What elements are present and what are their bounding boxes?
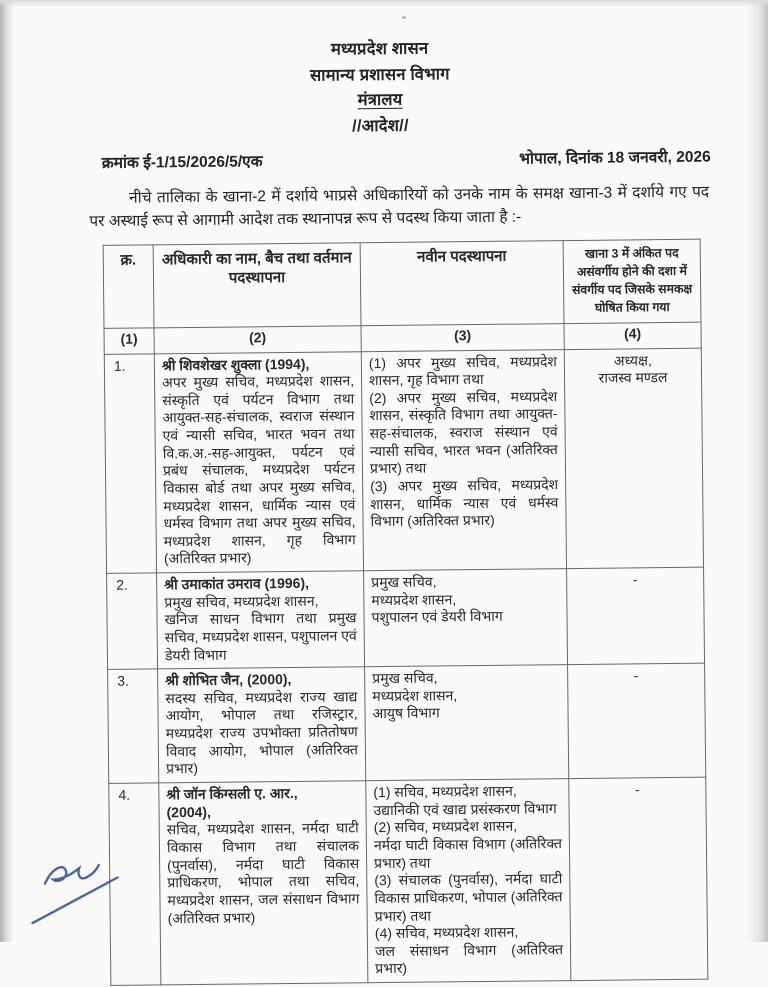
header-equivalent-post: खाना 3 में अंकित पद असंवर्गीय होने की दशा में संवर्गीय पद जिसके समकक्ष घोषित किया गया	[563, 239, 701, 323]
officer-cell	[159, 781, 368, 985]
new-posting-cell: प्रमुख सचिव, मध्यप्रदेश शासन, आयुष विभाग	[365, 665, 569, 781]
serial-cell: 4.	[109, 783, 161, 985]
table-row	[107, 567, 705, 669]
officer-name: श्री जॉन किंग्सली ए. आर., (2004),	[166, 785, 298, 821]
column-number: (2)	[154, 325, 361, 353]
officer-cell	[158, 667, 366, 783]
place-and-date: भोपाल, दिनांक 18 जनवरी, 2026	[519, 148, 711, 168]
new-posting-cell: (1) सचिव, मध्यप्रदेश शासन, उद्यानिकी एवं खाद्य प्रसंस्करण विभाग (2) सचिव, मध्यप्रदेश शासन, नर्मदा घाटी विकास विभाग (अतिरिक्त प्रभार) तथा (3) संचालक (पुनर्वास), नर्मदा घाटी विकास प्राधिकरण, भोपाल (अतिरिक्त प्रभार) तथा (4) सचिव, मध्यप्रदेश शासन, जल संसाधन विभाग (अतिरिक्त प्रभार)	[366, 779, 571, 983]
intro-paragraph: नीचे तालिका के खाना-2 में दर्शाये भाप्रसे अधिकारियों को उनके नाम के समक्ष खाना-3 में दर्शाये गए पद पर अस्थाई रूप से आगामी आदेश तक स्थानापन्न रूप से पदस्थ किया जाता है :-	[89, 183, 710, 230]
officer-name: श्री शोभित जैन, (2000),	[165, 671, 292, 689]
table-row	[108, 663, 706, 783]
header-officer: अधिकारी का नाम, बैच तथा वर्तमान पदस्थापना	[153, 243, 361, 327]
reference-row	[102, 145, 711, 173]
scan-edge-right	[746, 0, 768, 942]
office-name: मंत्रालय	[357, 90, 403, 110]
equivalent-post-cell: अध्यक्ष, राजस्व मण्डल	[564, 348, 703, 569]
order-heading: //आदेश//	[352, 116, 409, 136]
officer-cell	[157, 571, 365, 669]
header-new-posting: नवीन पदस्थापना	[360, 241, 564, 325]
scan-edge-top	[0, 0, 768, 7]
handwritten-signature-mark	[18, 850, 132, 934]
department-name: सामान्य प्रशासन विभाग	[309, 64, 450, 85]
officer-name: श्री शिवशेखर शुक्ला (1994),	[161, 355, 310, 373]
current-posting: सचिव, मध्यप्रदेश शासन, नर्मदा घाटी विकास विभाग तथा संचालक (पुनर्वास), नर्मदा घाटी विकास प्राधिकरण, भोपाल तथा सचिव, मध्यप्रदेश शासन, जल संसाधन विभाग (अतिरिक्त प्रभार)	[166, 819, 360, 926]
org-name: मध्यप्रदेश शासन	[330, 39, 429, 59]
table-row	[104, 348, 703, 574]
officer-cell	[154, 351, 363, 573]
table-row	[109, 777, 708, 985]
new-posting-cell: प्रमुख सचिव, मध्यप्रदेश शासन, पशुपालन एवं डेयरी विभाग	[364, 569, 568, 667]
equivalent-post-cell: -	[569, 777, 708, 980]
current-posting: सदस्य सचिव, मध्यप्रदेश राज्य खाद्य आयोग, भोपाल तथा रजिस्ट्रार, मध्यप्रदेश राज्य उपभोक्ता प्रतितोषण विवाद आयोग, भोपाल (अतिरिक्त प्रभार)	[165, 688, 359, 777]
serial-cell: 3.	[108, 669, 159, 784]
current-posting: अपर मुख्य सचिव, मध्यप्रदेश शासन, संस्कृति एवं पर्यटन विभाग तथा आयुक्त-सह-संचालक, स्वराज संस्थान एवं न्यासी सचिव, भारत भवन तथा वि.क.अ.-सह-आयुक्त, पर्यटन एवं प्रबंध संचालक, मध्यप्रदेश पर्यटन विकास बोर्ड तथा अपर मुख्य सचिव, मध्यप्रदेश शासन, धार्मिक न्यास एवं धर्मस्व विभाग तथा अपर मुख्य सचिव, मध्यप्रदेश शासन, गृह विभाग (अतिरिक्त प्रभार)	[161, 372, 356, 567]
serial-cell: 2.	[107, 573, 158, 670]
current-posting: प्रमुख सचिव, मध्यप्रदेश शासन, खनिज साधन विभाग तथा प्रमुख सचिव, मध्यप्रदेश शासन, पशुपालन एवं डेयरी विभाग	[164, 592, 357, 663]
table-header-row	[103, 239, 701, 328]
officer-name: श्री उमाकांत उमराव (1996),	[164, 574, 310, 593]
new-posting-cell: (1) अपर मुख्य सचिव, मध्यप्रदेश शासन, गृह विभाग तथा (2) अपर मुख्य सचिव, मध्यप्रदेश शासन, संस्कृति विभाग तथा आयुक्त-सह-संचालक, स्वराज संस्थान एवं न्यासी सचिव, भारत भवन (अतिरिक्त प्रभार) तथा (3) अपर मुख्य सचिव, मध्यप्रदेश शासन, धार्मिक न्यास एवं धर्मस्व विभाग (अतिरिक्त प्रभार)	[361, 349, 566, 571]
reference-number: क्रमांक ई-1/15/2026/5/एक	[101, 153, 263, 173]
header-serial: क्र.	[103, 245, 154, 328]
equivalent-post-cell: -	[567, 567, 705, 665]
column-number: (1)	[104, 327, 154, 354]
column-number: (4)	[564, 322, 701, 349]
serial-cell: 1.	[104, 353, 156, 573]
posting-table	[103, 239, 709, 986]
column-number: (3)	[361, 323, 564, 351]
scan-edge-left	[0, 0, 14, 942]
equivalent-post-cell: -	[568, 663, 706, 778]
document-header	[0, 0, 765, 143]
